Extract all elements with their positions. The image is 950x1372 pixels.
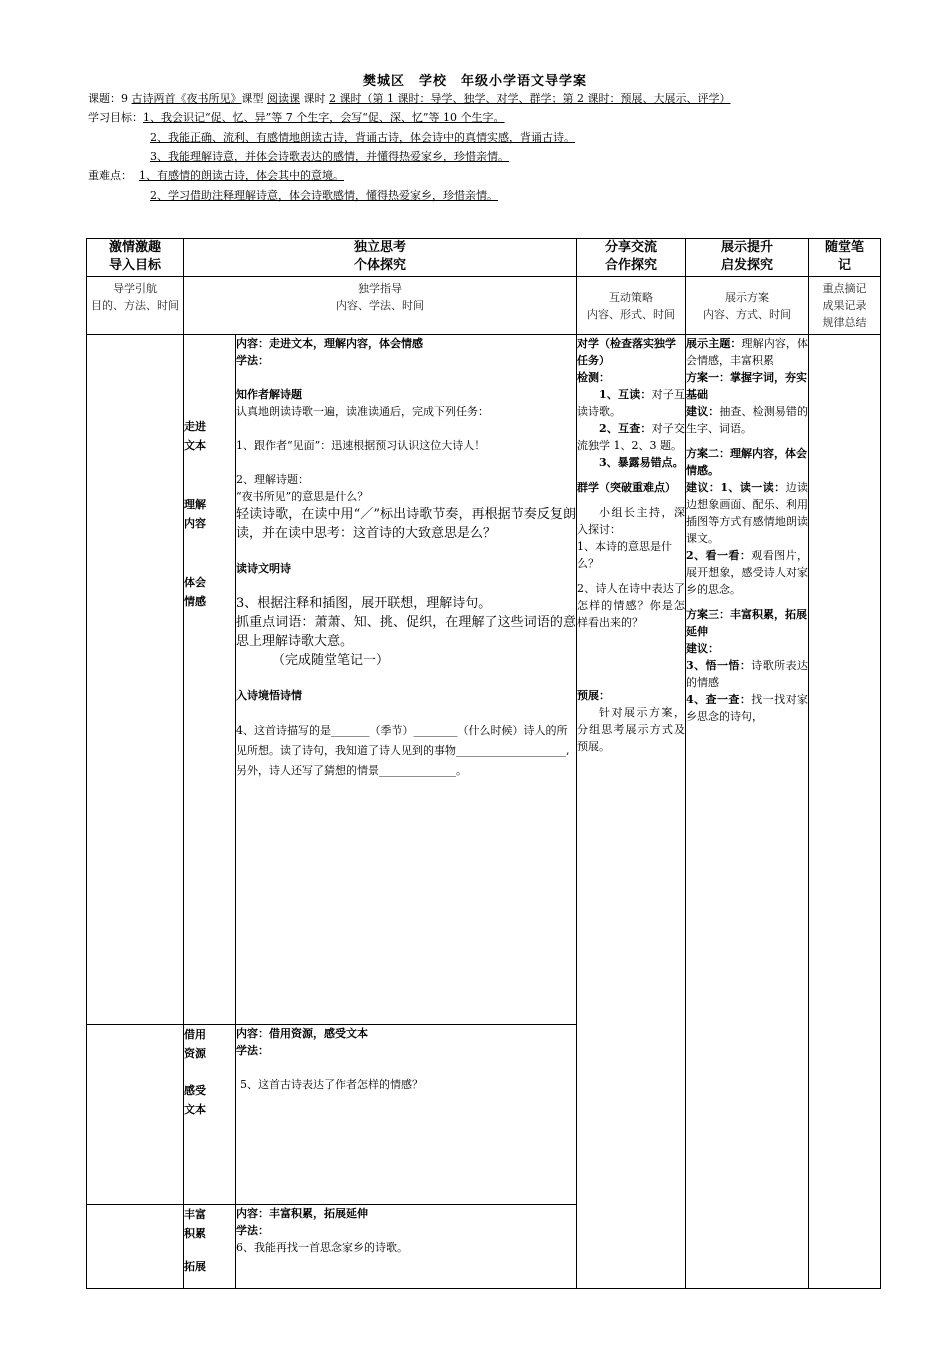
section-3-title: 内容：丰富积累，拓展延伸 [236, 1207, 368, 1220]
task-2-reading: 轻读诗歌，在读中用“／”标出诗歌节奏，再根据节奏反复朗读，并在读中思考：这首诗的大致意思是么？ [236, 507, 577, 541]
goals-line-3 [150, 149, 509, 165]
interaction-group-intro: 小组长主持，深入探讨： [577, 506, 686, 536]
subheader-col-2: 独学指导 内容、学法、时间 [184, 277, 577, 335]
interaction-preview-text: 针对展示方案，分组思考展示方式及预展。 [577, 706, 686, 753]
showcase-plan-1: 方案一：掌握字词，夯实基础 [686, 371, 808, 401]
section-3-method: 学法： [236, 1224, 269, 1237]
header-col-5: 随堂笔 记 [809, 239, 881, 277]
key-label: 重难点： [88, 169, 132, 182]
guide-cell-3 [87, 1205, 184, 1289]
interaction-group-q1: 1、本诗的意思是什么？ [577, 540, 673, 570]
showcase-plan-1-suggestion: 建议：抽查、检测易错的生字、词语。 [686, 405, 809, 435]
section-2-title: 内容：借用资源，感受文本 [236, 1027, 368, 1040]
page-title: 樊城区 学校 年级小学语文导学案 [362, 74, 587, 89]
section-1-label: 走进 文本 理解 内容 体会 情感 [184, 335, 236, 1025]
goals-label: 学习目标： [88, 111, 143, 124]
goal-1: 1、我会识记“促、忆、异”等 7 个生字，会写“促、深、忆”等 10 个生字。 [143, 111, 505, 124]
task-1: 1、跟作者“见面”：迅速根据预习认识这位大诗人！ [236, 439, 486, 452]
interaction-item-1: 1、互读：对子互读诗歌。 [577, 388, 686, 418]
heading-feel: 入诗境悟诗情 [236, 689, 302, 702]
interaction-check: 检测： [577, 371, 611, 384]
showcase-theme: 展示主题：理解内容，体会情感，丰富积累 [686, 337, 809, 367]
goals-line-1 [88, 110, 504, 126]
section-1-title: 内容：走进文本，理解内容，体会情感 [236, 337, 423, 350]
showcase-plan-3: 方案三：丰富积累，拓展延伸 [686, 608, 808, 638]
interaction-group-title: 群学（突破重难点） [577, 481, 677, 494]
heading-read: 读诗文明诗 [236, 562, 291, 575]
task-5: 5、这首古诗表达了作者怎样的情感？ [240, 1078, 423, 1091]
interaction-item-3: 3、暴露易错点。 [599, 456, 684, 469]
showcase-plan-2-look: 2、看一看：观看图片，展开想象，感受诗人对家乡的思念。 [686, 549, 809, 596]
header-col-2: 独立思考 个体探究 [184, 239, 577, 277]
section-1-row [87, 335, 881, 1025]
showcase-plan-2-suggestion: 建议：1、读一读：边读边想象画面、配乐、利用插图等方式有感情地朗读课文。 [686, 481, 809, 545]
showcase-plan-2: 方案二：理解内容，体会情感。 [686, 447, 808, 477]
task-intro: 认真地朗读诗歌一遍，读准读通后，完成下列任务： [236, 405, 489, 418]
section-3-label: 丰富 积累 拓展 [184, 1205, 236, 1289]
interaction-item-2: 2、互查：对子交流独学 1、2、3 题。 [577, 422, 686, 452]
showcase-cell [686, 335, 809, 1289]
goals-line-2 [150, 130, 575, 146]
section-1-method: 学法： [236, 354, 269, 367]
subheader-col-5: 重点摘记 成果记录 规律总结 [809, 277, 881, 335]
section-3-content [236, 1205, 577, 1289]
lesson-label: 课时 [300, 92, 329, 105]
header-col-3: 分享交流 合作探究 [577, 239, 686, 277]
key-line-2 [150, 188, 498, 204]
header-col-4: 展示提升 启发探究 [686, 239, 809, 277]
section-2-content [236, 1025, 577, 1205]
lesson-detail: 2 课时（第 1 课时：导学、独学、对学、群学；第 2 课时：预展、大展示、评学） [329, 92, 731, 105]
header-col-1: 激情激趣 导入目标 [87, 239, 184, 277]
interaction-cell [577, 335, 686, 1289]
goal-3: 3、我能理解诗意，并体会诗歌表达的感情，并懂得热爱家乡，珍惜亲情。 [150, 150, 509, 163]
course-label: 课题： [88, 92, 121, 105]
showcase-plan-3-feel: 3、悟一悟：诗歌所表达的情感 [686, 659, 809, 689]
guide-cell-2 [87, 1025, 184, 1205]
interaction-preview-title: 预展： [577, 689, 611, 702]
subheader-col-3: 互动策略 内容、形式、时间 [577, 277, 686, 335]
course-type-label: 课型 [241, 92, 267, 105]
task-3-words: 抓重点词语：萧萧、知、挑、促织，在理解了这些词语的意思上理解诗歌大意。 [236, 615, 577, 649]
section-2-method: 学法： [236, 1044, 269, 1057]
header-row [87, 239, 881, 277]
section-1-content [236, 335, 577, 1025]
task-2-question: “夜书所见”的意思是什么？ [236, 490, 369, 503]
showcase-plan-3-suggestion: 建议： [686, 642, 720, 655]
task-4: 4、这首诗描写的是_______（季节）________（什么时候）诗人的所见所想。读了诗句，我知道了诗人见到的事物____________________, 另外，诗人还写了猜想的情景______________。 [236, 724, 570, 777]
section-2-label: 借用 资源 感受 文本 [184, 1025, 236, 1205]
study-plan-table [86, 238, 881, 1289]
task-3-note: （完成随堂笔记一） [272, 653, 390, 668]
course-line [88, 91, 730, 107]
showcase-plan-3-search: 4、查一查：找一找对家乡思念的诗句， [686, 693, 809, 723]
notes-cell [809, 335, 881, 1289]
task-6: 6、我能再找一首思念家乡的诗歌。 [236, 1241, 408, 1254]
course-type: 阅读课 [267, 92, 300, 105]
interaction-group-q2: 2、诗人在诗中表达了怎样的情感？你是怎样看出来的？ [577, 582, 686, 629]
task-2: 2、理解诗题： [236, 473, 309, 486]
key-1: 1、有感情的朗读古诗，体会其中的意境。 [139, 169, 344, 182]
key-line-1 [88, 168, 344, 184]
course-title: 古诗两首《夜书所见》 [131, 92, 242, 105]
heading-author: 知作者解诗题 [236, 388, 302, 401]
goal-2: 2、我能正确、流利、有感情地朗读古诗，背诵古诗，体会诗中的真情实感，背诵古诗。 [150, 131, 575, 144]
key-2: 2、学习借助注释理解诗意，体会诗歌感情，懂得热爱家乡，珍惜亲情。 [150, 189, 498, 202]
interaction-pair-title: 对学（检查落实独学任务） [577, 337, 677, 367]
subheader-col-1: 导学引航 目的、方法、时间 [87, 277, 184, 335]
subheader-col-4: 展示方案 内容、方式、时间 [686, 277, 809, 335]
guide-cell-1 [87, 335, 184, 1025]
subheader-row [87, 277, 881, 335]
course-number: 9 [121, 92, 132, 105]
task-3: 3、根据注释和插图，展开联想，理解诗句。 [236, 596, 492, 611]
